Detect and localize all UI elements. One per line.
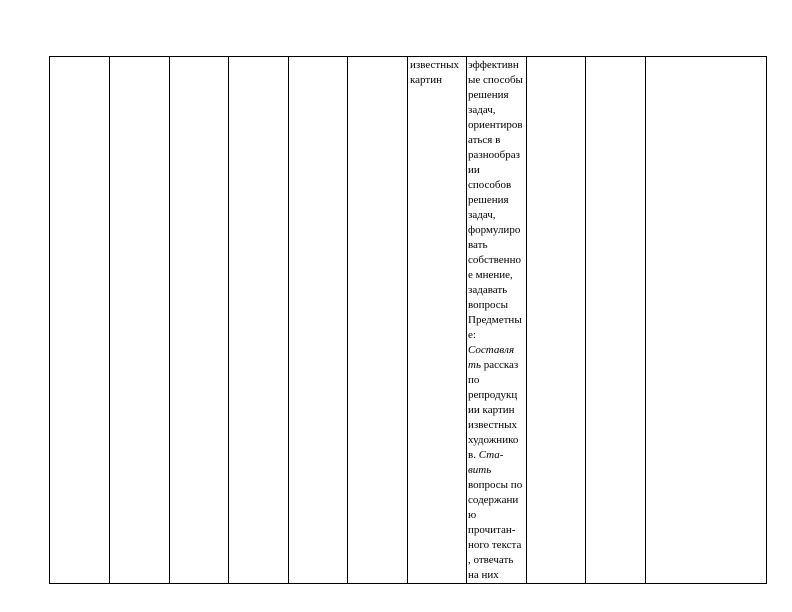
- lesson-plan-table: [49, 56, 767, 584]
- table-row: [50, 57, 767, 584]
- table-cell-2: [110, 57, 170, 584]
- cell-8-segment-5: вопросы по содержани ю прочитан- ного текста , отвечать на них: [468, 479, 523, 581]
- cell-8-segment-4: Ста- вить: [468, 449, 504, 476]
- cell-8-segment-3: рассказ по репродукц ии картин известных художнико в.: [468, 359, 519, 461]
- table-cell-5: [289, 57, 348, 584]
- table-cell-8: [467, 57, 527, 584]
- cell-8-text: [467, 57, 526, 583]
- table-cell-1: [50, 57, 110, 584]
- cell-8-segment-2: Составля ть: [468, 344, 515, 371]
- table-cell-6: [348, 57, 408, 584]
- cell-8-segment-1: эффективн ые способы решения задач, ориентиров аться в разнообраз ии способов решения задач, формулиро вать собственно е мнение, задавать вопросы Предметны е:: [468, 59, 523, 341]
- table-cell-10: [586, 57, 646, 584]
- cell-7-text: известных картин: [410, 59, 459, 86]
- table-cell-9: [527, 57, 586, 584]
- table-cell-4: [229, 57, 289, 584]
- table-cell-3: [170, 57, 229, 584]
- table-cell-11: [646, 57, 767, 584]
- table-cell-7: [408, 57, 467, 584]
